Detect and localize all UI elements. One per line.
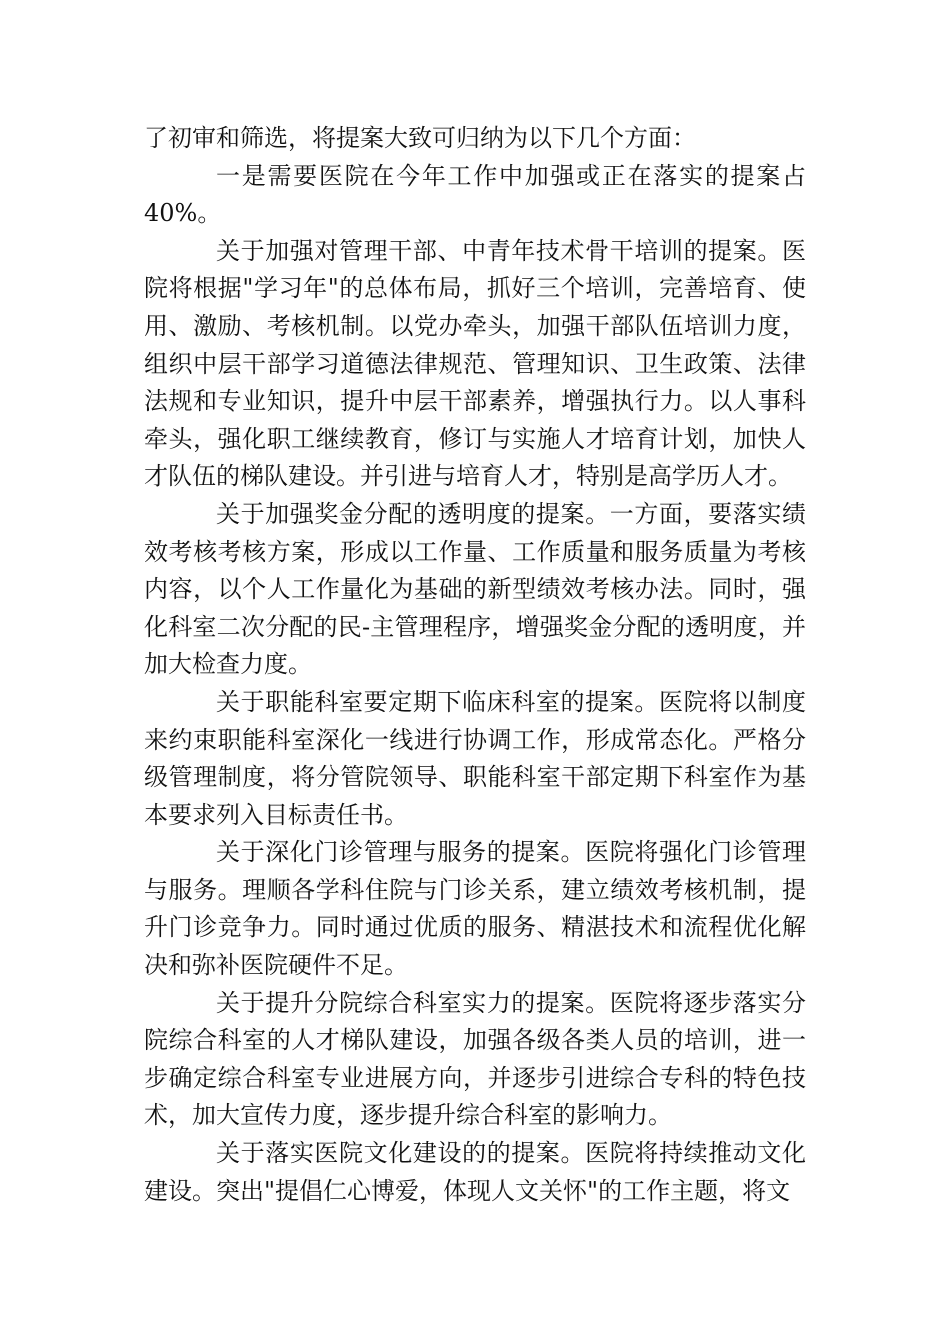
body-text	[144, 120, 806, 1210]
paragraph-continuation: 了初审和筛选，将提案大致可归纳为以下几个方面：	[144, 124, 696, 152]
paragraph-summary: 一是需要医院在今年工作中加强或正在落实的提案占40%。	[144, 161, 806, 228]
paragraph-functional-departments: 关于职能科室要定期下临床科室的提案。医院将以制度来约束职能科室深化一线进行协调工作，形成常态化。严格分级管理制度，将分管院领导、职能科室干部定期下科室作为基本要求列入目标责任书。	[144, 687, 806, 829]
paragraph-bonus: 关于加强奖金分配的透明度的提案。一方面，要落实绩效考核考核方案，形成以工作量、工作质量和服务质量为考核内容，以个人工作量化为基础的新型绩效考核办法。同时，强化科室二次分配的民-主管理程序，增强奖金分配的透明度，并加大检查力度。	[144, 499, 806, 679]
paragraph-branch-hospital: 关于提升分院综合科室实力的提案。医院将逐步落实分院综合科室的人才梯队建设，加强各级各类人员的培训，进一步确定综合科室专业进展方向，并逐步引进综合专科的特色技术，加大宣传力度，逐步提升综合科室的影响力。	[144, 988, 806, 1130]
paragraph-training: 关于加强对管理干部、中青年技术骨干培训的提案。医院将根据"学习年"的总体布局，抓好三个培训，完善培育、使用、激励、考核机制。以党办牵头，加强干部队伍培训力度，组织中层干部学习道德法律规范、管理知识、卫生政策、法律法规和专业知识，提升中层干部素养，增强执行力。以人事科牵头，强化职工继续教育，修订与实施人才培育计划，加快人才队伍的梯队建设。并引进与培育人才，特别是高学历人才。	[144, 236, 806, 491]
paragraph-outpatient: 关于深化门诊管理与服务的提案。医院将强化门诊管理与服务。理顺各学科住院与门诊关系，建立绩效考核机制，提升门诊竞争力。同时通过优质的服务、精湛技术和流程优化解决和弥补医院硬件不足。	[144, 838, 806, 980]
paragraph-culture: 关于落实医院文化建设的的提案。医院将持续推动文化建设。突出"提倡仁心博爱，体现人文关怀"的工作主题，将文	[144, 1139, 806, 1205]
